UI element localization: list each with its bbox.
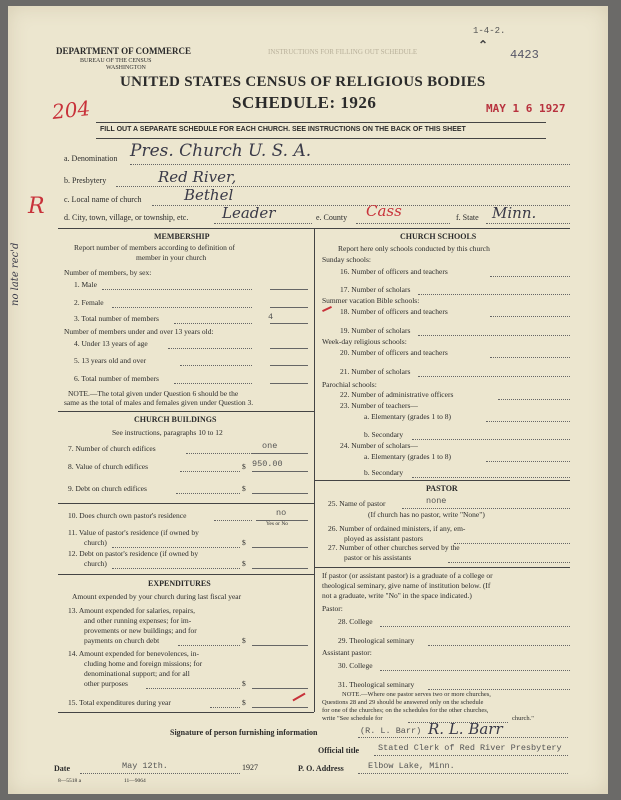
form-number: 8—5518 a (58, 778, 82, 784)
denomination-value: Pres. Church U. S. A. (130, 141, 312, 161)
signature-label: Signature of person furnishing information (170, 728, 318, 737)
signature-handwritten: R. L. Barr (428, 720, 503, 738)
city-label: WASHINGTON (106, 65, 146, 71)
department-label: DEPARTMENT OF COMMERCE (56, 46, 192, 56)
red-r-mark: R (28, 194, 45, 219)
official-title-value: Stated Clerk of Red River Presbytery (378, 743, 562, 753)
print-number: 11—9064 (124, 778, 146, 784)
local-name-label: c. Local name of church (64, 195, 142, 204)
church-schools-heading: CHURCH SCHOOLS (400, 232, 477, 241)
denomination-label: a. Denomination (64, 154, 118, 163)
faint-bleed-text: INSTRUCTIONS FOR FILLING OUT SCHEDULE (268, 48, 418, 56)
red-handwritten-number: 204 (50, 96, 92, 124)
city-town-label: d. City, town, village, or township, etc. (64, 213, 189, 222)
presbytery-value: Red River, (158, 168, 237, 186)
local-name-value: Bethel (184, 186, 234, 204)
signature-typed: (R. L. Barr) (360, 726, 422, 736)
pastor-heading: PASTOR (426, 484, 458, 493)
received-date-stamp: MAY 1 6 1927 (486, 102, 566, 115)
church-edifices-value: 950.00 (252, 459, 283, 469)
official-title-label: Official title (318, 746, 360, 755)
year-value: 1927 (242, 763, 258, 772)
bureau-label: BUREAU OF THE CENSUS (80, 58, 152, 64)
date-value: May 12th. (122, 761, 168, 771)
total-members-value: 4 (268, 312, 274, 322)
po-address-value: Elbow Lake, Minn. (368, 761, 455, 771)
pastor-name-value: none (426, 496, 447, 506)
instructions-banner: FILL OUT A SEPARATE SCHEDULE FOR EACH CHURCH. SEE INSTRUCTIONS ON THE BACK OF THIS SHEET (100, 126, 466, 133)
church-buildings-heading: CHURCH BUILDINGS (134, 415, 217, 424)
presbytery-label: b. Presbytery (64, 176, 107, 185)
church-edifices-count: one (262, 441, 278, 451)
schedule-number: 4423 (510, 48, 539, 62)
county-value: Cass (366, 202, 402, 220)
schedule-title: SCHEDULE: 1926 (232, 93, 377, 112)
state-label: f. State (456, 213, 479, 222)
caret-mark: ⌃ (478, 38, 489, 52)
county-label: e. County (316, 213, 348, 222)
expenditures-heading: EXPENDITURES (148, 579, 211, 588)
membership-heading: MEMBERSHIP (154, 232, 210, 241)
file-code: 1-4-2. (473, 26, 506, 36)
margin-note: no late rec'd (10, 242, 21, 306)
census-schedule-sheet: 1-4-2. ⌃ 4423 INSTRUCTIONS FOR FILLING OUT SCHEDULE DEPARTMENT OF COMMERCE BUREAU OF THE CENSUS WASHINGTON UNITED STATES CENSUS OF RELIGIOUS BODIES SCHEDULE: 1926 204 MAY 1 6 1927 FILL OUT A SEPARATE SCHEDULE FOR EACH CHURCH. SEE INSTRUCTIONS ON THE BACK OF THIS SHEET a. Denomination Pres. Church U. S. A. b. Presbytery Red River, c. Local name of church Bethel d. City, town, village, or township, etc. Leader e. County Cass f. State Minn. R no late rec'd MEMBERSHIP Report number of members according to definition of member in your church Number of members, by sex: 1. Male 2. Female 3. Total number of members 4 Number of members under and over 13 years old: 4. Under 13 years of age 5. 13 years old and over 6. Total number of members NOTE.—The total given under Question 6 should be the same as the total of males and females given under Question 3. CHURCH BUILDINGS See instructions, paragraphs 10 to 12 7. Number of church edifices one 8. Value of church edifices $ 950.00 9. Debt on church edifices $ 10. Does church own pastor's residence no Yes or No 11. Value of pastor's residence (if owned by church) $ 12. Debt on pastor's residence (if owned by church) $ EXPENDITURES Amount expended by your church during last fiscal year 13. Amount expended for salaries, repairs, and other running expenses; for im- provements or new buildings; and for payments on church debt $ 14. Amount expended for benevolences, in- cluding home and foreign missions; for denominational support; and for all other purposes $ 15. Total expenditures during year $ CHURCH SCHOOLS Report here only schools conducted by this church Sunday schools: 16. Number of officers and teachers 17. Number of scholars Summer vacation Bible schools: 18. Number of officers and teachers 19. Number of scholars Week-day religious schools: 20. Number of officers and teachers 21. Number of scholars Parochial schools: 22. Number of administrative officers 23. Number of teachers— a. Elementary (grades 1 to 8) b. Secondary 24. Number of scholars— a. Elementary (grades 1 to 8) b. Secondary PASTOR 25. Name of pastor none (If church has no pastor, write "None") 26. Number of ordained ministers, if any, em- ployed as assistant pastors 27. Number of other churches served by the pastor or his assistants If pastor (or assistant pastor) is a graduate of a college or theological seminary, give name of institution below. (If not a graduate, write "No" in the space indicated.) Pastor: 28. College 29. Theological seminary Assistant pastor: 30. College 31. Theological seminary NOTE.—Where one pastor serves two or more churches, Questions 28 and 29 should be answered only on the schedule for one of the churches; on the schedules for the other churches, write "See schedule for church." Signature of person furnishing information (R. L. Barr) R. L. Barr Official title Stated Clerk of Red River Presbytery Date May 12th. 1927 P. O. Address Elbow Lake, Minn. 8—5518 a 11—9064 (8, 6, 608, 794)
date-label: Date (54, 764, 70, 773)
owns-residence-value: no (276, 508, 287, 518)
city-town-value: Leader (222, 204, 276, 222)
form-title: UNITED STATES CENSUS OF RELIGIOUS BODIES (120, 74, 486, 90)
po-address-label: P. O. Address (298, 764, 344, 773)
state-value: Minn. (492, 204, 537, 222)
